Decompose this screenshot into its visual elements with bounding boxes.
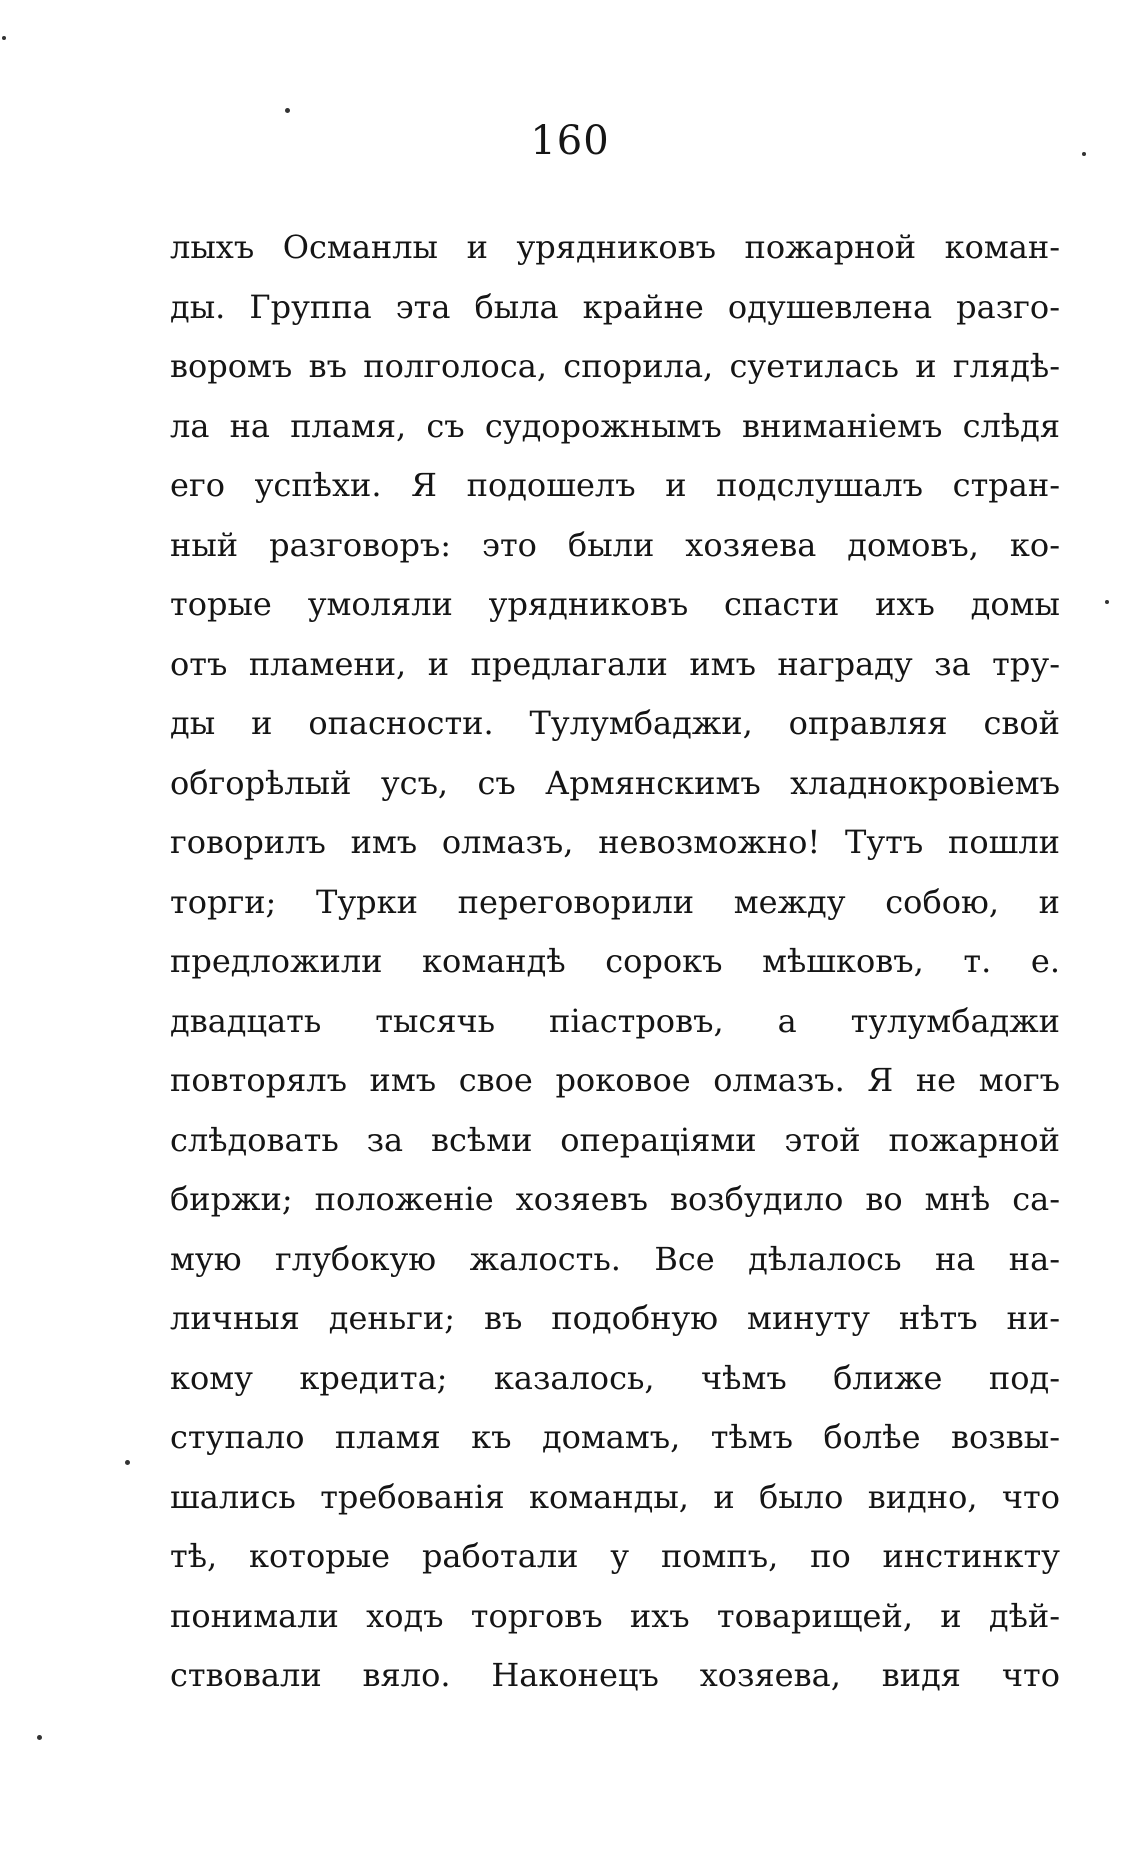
text-line: ступало пламя къ домамъ, тѣмъ болѣе возвы- bbox=[170, 1418, 1060, 1456]
text-line: предложили командѣ сорокъ мѣшковъ, т. е. bbox=[170, 942, 1060, 980]
text-line: его успѣхи. Я подошелъ и подслушалъ стран- bbox=[170, 466, 1060, 504]
scan-speck bbox=[125, 1460, 130, 1465]
text-line: ды и опасности. Тулумбаджи, оправляя свой bbox=[170, 704, 1060, 742]
text-line: воромъ въ полголоса, спорила, суетилась и глядѣ- bbox=[170, 347, 1060, 385]
scan-speck bbox=[2, 36, 6, 40]
text-line: говорилъ имъ олмазъ, невозможно! Тутъ пошли bbox=[170, 823, 1060, 861]
text-line: ный разговоръ: это были хозяева домовъ, ко- bbox=[170, 525, 1060, 564]
text-line: понимали ходъ торговъ ихъ товарищей, и дѣй- bbox=[170, 1596, 1060, 1635]
text-line: отъ пламени, и предлагали имъ награду за тру- bbox=[170, 644, 1060, 683]
text-line: обгорѣлый усъ, съ Армянскимъ хладнокровіемъ bbox=[170, 763, 1060, 802]
text-line: двадцать тысячь піастровъ, а тулумбаджи bbox=[170, 1001, 1060, 1040]
text-line: повторялъ имъ свое роковое олмазъ. Я не могъ bbox=[170, 1061, 1060, 1099]
text-line: торые умоляли урядниковъ спасти ихъ домы bbox=[170, 585, 1060, 623]
scan-speck bbox=[1082, 152, 1086, 156]
text-line: лыхъ Османлы и урядниковъ пожарной коман- bbox=[170, 228, 1060, 266]
scan-speck bbox=[285, 108, 290, 113]
text-line: ла на пламя, съ судорожнымъ вниманіемъ слѣдя bbox=[170, 406, 1060, 445]
text-line: торги; Турки переговорили между собою, и bbox=[170, 882, 1060, 921]
text-line: личныя деньги; въ подобную минуту нѣтъ ни- bbox=[170, 1299, 1060, 1337]
text-line: тѣ, которые работали у помпъ, по инстинкту bbox=[170, 1537, 1060, 1575]
text-line: ствовали вяло. Наконецъ хозяева, видя что bbox=[170, 1656, 1060, 1694]
text-line: шались требованія команды, и было видно, что bbox=[170, 1477, 1060, 1516]
text-line: кому кредита; казалось, чѣмъ ближе под- bbox=[170, 1358, 1060, 1397]
page-number: 160 bbox=[530, 118, 610, 164]
text-line: слѣдовать за всѣми операціями этой пожарной bbox=[170, 1120, 1060, 1159]
body-text bbox=[170, 218, 1060, 1706]
text-line: биржи; положеніе хозяевъ возбудило во мнѣ са- bbox=[170, 1180, 1060, 1218]
scan-speck bbox=[1105, 600, 1109, 604]
text-line: ды. Группа эта была крайне одушевлена разго- bbox=[170, 287, 1060, 326]
text-line: мую глубокую жалость. Все дѣлалось на на- bbox=[170, 1239, 1060, 1278]
scan-speck bbox=[37, 1735, 42, 1740]
